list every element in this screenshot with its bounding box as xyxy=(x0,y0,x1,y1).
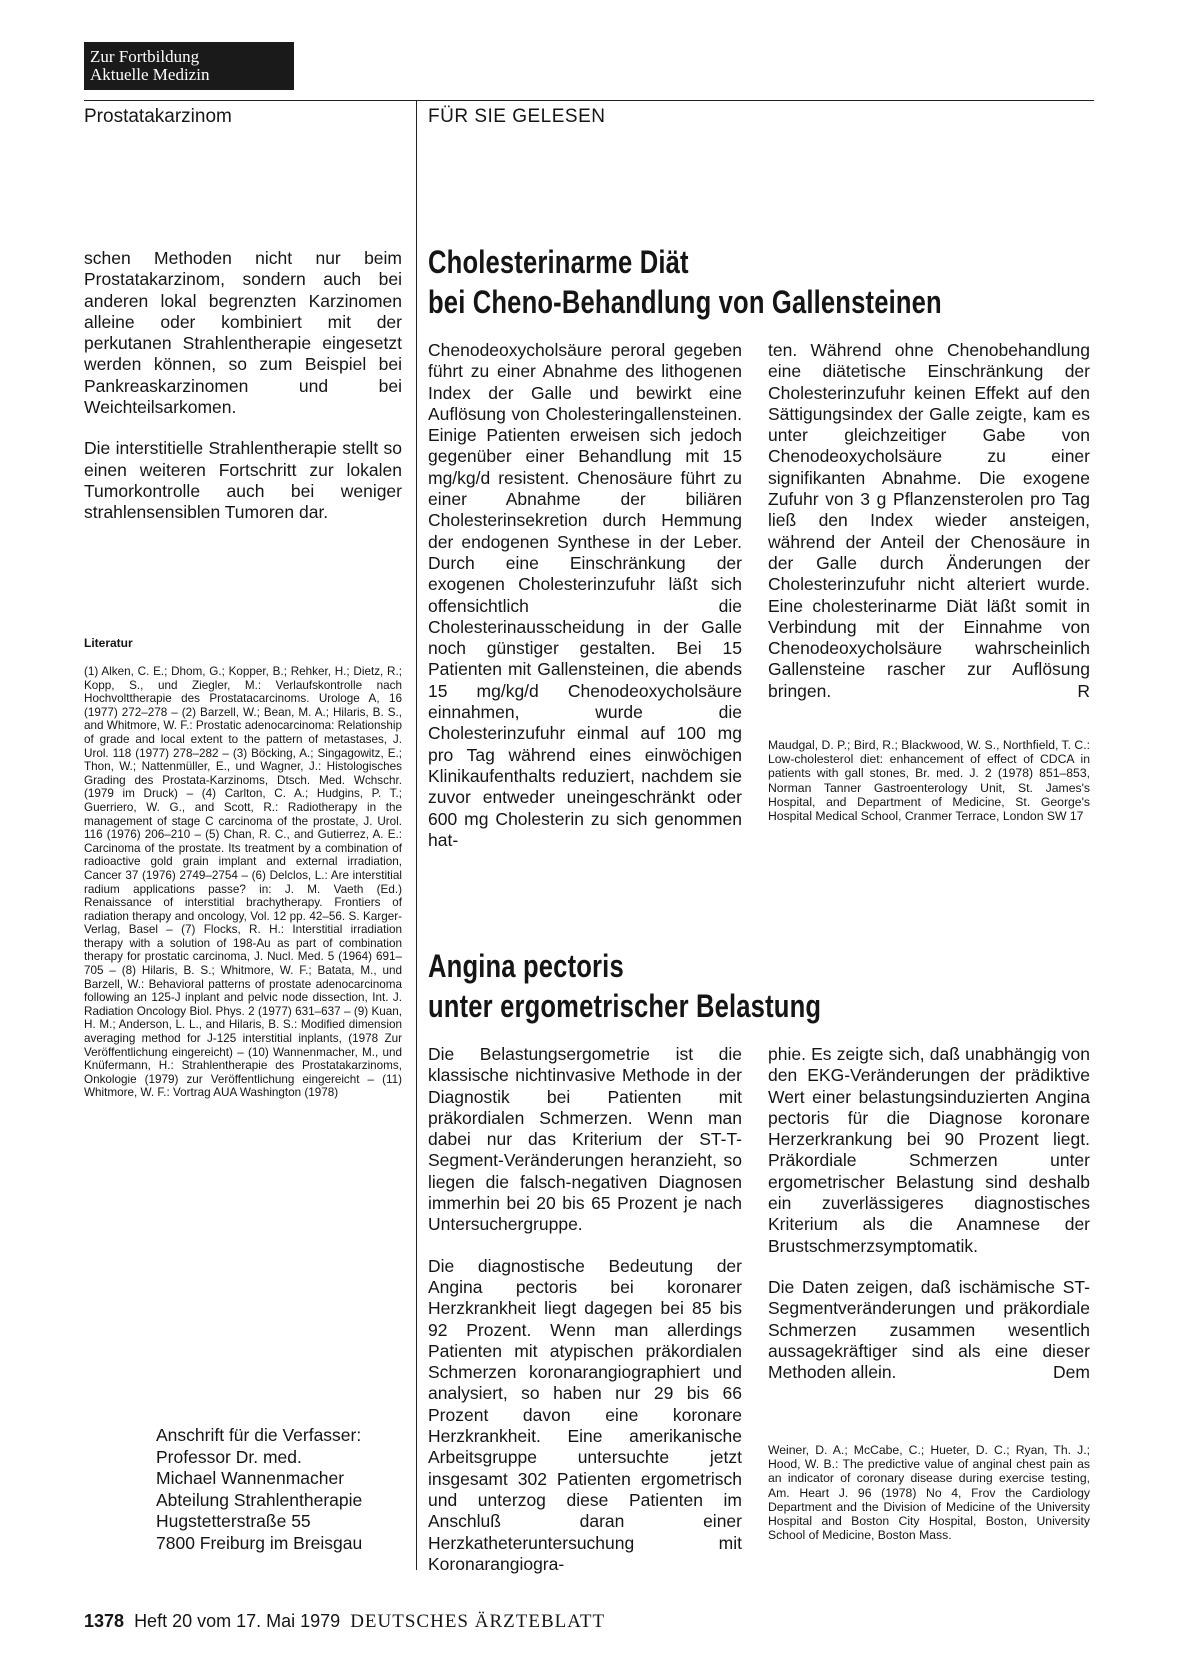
page-footer xyxy=(84,1610,605,1633)
article1-column-2 xyxy=(768,340,1090,702)
article1-title-line-1: Cholesterinarme Diät xyxy=(428,244,689,280)
article2-col2-body: Die Daten zeigen, daß ischämische ST-Segmentveränderungen und präkordiale Schmerzen zusammen wesentlich aussagekräftiger sind als eine dieser Methoden allein. xyxy=(768,1276,1090,1383)
badge-line-1: Zur Fortbildung xyxy=(90,47,200,66)
address-line: Hugstetterstraße 55 xyxy=(156,1511,311,1531)
article2-title-line-2: unter ergometrischer Belastung xyxy=(428,988,822,1024)
article2-title xyxy=(428,946,919,1026)
article1-column-1 xyxy=(428,340,742,851)
literatur-list: (1) Alken, C. E.; Dhom, G.; Kopper, B.; Rehker, H.; Dietz, R.; Kopp, S., und Ziegler, M.: Verlaufskontrolle nach Hochvolttherapie des Prostatacarcinoms. Urologe A, 16 (1977) 272–278 – (2) Barzell, W.; Bean, M. A.; Hilaris, B. S., and Whitmore, W. F.: Prostatic adenocarcinoma: Relationship of grade and local extent to the pattern of metastases, J. Urol. 118 (1977) 278–282 – (3) Böcking, A.; Singagowitz, E.; Thon, W.; Nattenmüller, E., und Wagner, J.: Histologisches Grading des Prostata-Karzinoms, Dtsch. Med. Wchschr. (1979 im Druck) – (4) Carlton, C. A.; Hudgins, P. T.; Guerriero, W. G., and Scott, R.: Radiotherapy in the management of stage C carcinoma of the prostate, J. Urol. 116 (1976) 206–210 – (5) Chan, R. C., and Gutierrez, A. E.: Carcinoma of the prostate. Its treatment by a combination of radioactive gold grain implant and external irradiation, Cancer 37 (1976) 2749–2754 – (6) Delclos, L.: Are interstitial radium applications passe? in: J. M. Vaeth (Ed.) Renaissance of interstitial brachytherapy. Frontiers of radiation therapy and oncology, Vol. 12 pp. 42–56. S. Karger-Verlag, Basel – (7) Flocks, R. H.: Interstitial irradiation therapy with a solution of 198-Au as part of combination therapy for prostatic carcinoma, J. Nucl. Med. 5 (1964) 691–705 – (8) Hilaris, B. S.; Whitmore, W. F.; Batata, M., und Barzell, W.: Behavioral patterns of prostate adenocarcinoma following an 125-J inplant and pelvic node dissection, Int. J. Radiation Oncology Biol. Phys. 2 (1977) 631–637 – (9) Kuan, H. M.; Anderson, L. L., and Hilaris, B. S.: Modified dimension averaging method for J-125 interstitial inplants, (1978 Zur Veröffentlichung eingereicht) – (10) Wannenmacher, M., und Knüfermann, H.: Strahlentherapie des Prostatakarzinoms, Onkologie (1979) zur Veröffentlichung eingereicht – (11) Whitmore, W. F.: Vortrag AUA Washington (1978) xyxy=(84,665,402,1100)
article2-column-1 xyxy=(428,1044,742,1575)
article2-col2-paragraph-2 xyxy=(768,1277,1090,1383)
article2-col2-paragraph-1: phie. Es zeigte sich, daß unabhängig von den EKG-Veränderungen der prädiktive Wert einer belastungsinduzierten Angina pectoris für die Diagnose koronare Herzerkrankung bei 90 Prozent liegt. Präkordiale Schmerzen unter ergometrischer Belastung sind deshalb ein zuverlässigeres diagnostisches Kriterium als die Anamnese der Brustschmerzsymptomatik. xyxy=(768,1044,1090,1256)
address-line: 7800 Freiburg im Breisgau xyxy=(156,1532,363,1553)
article1-signature: R xyxy=(1077,680,1090,701)
issue-info: Heft 20 vom 17. Mai 1979 xyxy=(134,1611,341,1631)
page-number: 1378 xyxy=(84,1611,125,1631)
article2-col1-paragraph-2: Die diagnostische Bedeutung der Angina pectoris bei koronarer Herzkrankheit liegt dagegen bei 85 bis 92 Prozent. Wenn man allerdings Patienten mit atypischen präkordialen Schmerzen koronarangiographiert und analysiert, so haben nur 29 bis 66 Prozent davon eine koronare Herzkrankheit. Eine amerikanische Arbeitsgruppe untersuchte jetzt insgesamt 302 Patienten ergometrisch und unterzog diese Patienten im Anschluß daran einer Herzkatheteruntersuchung mit Koronarangiogra- xyxy=(428,1255,742,1574)
article2-title-line-1: Angina pectoris xyxy=(428,948,624,984)
article1-title xyxy=(428,242,1070,322)
article1-col2-body: ten. Während ohne Chenobehandlung eine diätetische Einschränkung der Cholesterinzufuhr keinen Effekt auf den Sättigungsindex der Galle zeigte, kam es unter gleichzeitiger Gabe von Chenodeoxycholsäure zu einer signifikanten Abnahme. Die exogene Zufuhr von 3 g Pflanzensterolen pro Tag ließ den Index wieder ansteigen, während der Anteil der Chenosäure in der Galle durch Änderungen der Cholesterinzufuhr nicht alteriert wurde. Eine cholesterinarme Diät läßt somit in Verbindung mit der Einnahme von Chenodeoxycholsäure wahrscheinlich Gallensteine rascher zur Auflösung bringen. xyxy=(768,340,1090,701)
article1-col1-text: Chenodeoxycholsäure peroral gegeben führt zu einer Abnahme des lithogenen Index der Galle und bewirkt eine Auflösung von Cholesteringallensteinen. Einige Patienten erweisen sich jedoch gegenüber einer Behandlung mit 15 mg/kg/d resistent. Chenosäure führt zu einer Abnahme der biliären Cholesterinsekretion durch Hemmung der endogenen Synthese in der Leber. Durch eine Einschränkung der exogenen Cholesterinzufuhr läßt sich offensichtlich die Cholesterinausscheidung in der Galle noch günstiger gestalten. Bei 15 Patienten mit Gallensteinen, die abends 15 mg/kg/d Chenodeoxycholsäure einnahmen, wurde die Cholesterinzufuhr einmal auf 100 mg pro Tag während eines einwöchigen Klinikaufenthalts reduziert, nachdem sie zuvor entweder uneingeschränkt oder 600 mg Cholesterin zu sich genommen hat- xyxy=(428,340,742,850)
address-line: Professor Dr. med. xyxy=(156,1446,302,1467)
left-paragraph-2: Die interstitielle Strahlentherapie stellt so einen weiteren Fortschritt zur lokalen Tumorkontrolle auch bei weniger strahlensensiblen Tumoren dar. xyxy=(84,438,402,523)
section-badge xyxy=(84,42,294,90)
article2-citation: Weiner, D. A.; McCabe, C.; Hueter, D. C.; Ryan, Th. J.; Hood, W. B.: The predictive value of anginal chest pain as an indicator of coronary disease during exercise testing, Am. Heart J. 96 (1978) No 4, Frov the Cardiology Department and the Division of Medicine of the University Hospital and Boston City Hospital, Boston, University School of Medicine, Boston Mass. xyxy=(768,1443,1090,1543)
header-rule xyxy=(84,100,1094,101)
article1-col2-text xyxy=(768,340,1090,702)
address-line: Michael Wannenmacher xyxy=(156,1468,345,1488)
literatur-heading: Literatur xyxy=(84,636,133,650)
article2-signature: Dem xyxy=(1053,1362,1090,1383)
article1-title-line-2: bei Cheno-Behandlung von Gallensteinen xyxy=(428,284,942,320)
address-line: Abteilung Strahlentherapie xyxy=(156,1489,363,1510)
column-divider xyxy=(416,100,417,1570)
article1-citation: Maudgal, D. P.; Bird, R.; Blackwood, W. S., Northfield, T. C.: Low-cholesterol diet: enhancement of effect of CDCA in patients with gall stones, Br. med. J. 2 (1978) 851–853, Norman Tanner Gastroenterology Unit, St. James's Hospital, and Department of Medicine, St. George's Hospital Medical School, Cranmer Terrace, London SW 17 xyxy=(768,738,1090,824)
left-paragraph-1: schen Methoden nicht nur beim Prostatakarzinom, sondern auch bei anderen lokal begrenzten Karzinomen alleine oder kombiniert mit der perkutanen Strahlentherapie eingesetzt werden können, so zum Beispiel bei Pankreaskarzinomen und bei Weichteilsarkomen. xyxy=(84,248,402,418)
article2-col1-paragraph-1: Die Belastungsergometrie ist die klassische nichtinvasive Methode in der Diagnostik bei Patienten mit präkordialen Schmerzen. Wenn man dabei nur das Kriterium der ST-T-Segment-Veränderungen heranzieht, so liegen die falsch-negativen Diagnosen immerhin bei 20 bis 65 Prozent je nach Untersuchergruppe. xyxy=(428,1044,742,1235)
left-section-title: Prostatakarzinom xyxy=(84,106,232,127)
left-body-text xyxy=(84,248,402,524)
article2-column-2 xyxy=(768,1044,1090,1383)
right-section-title: FÜR SIE GELESEN xyxy=(428,106,606,127)
address-line: Anschrift für die Verfasser: xyxy=(156,1425,362,1445)
author-address xyxy=(156,1425,411,1554)
badge-line-2: Aktuelle Medizin xyxy=(90,65,210,84)
magazine-name: DEUTSCHES ÄRZTEBLATT xyxy=(350,1611,606,1632)
